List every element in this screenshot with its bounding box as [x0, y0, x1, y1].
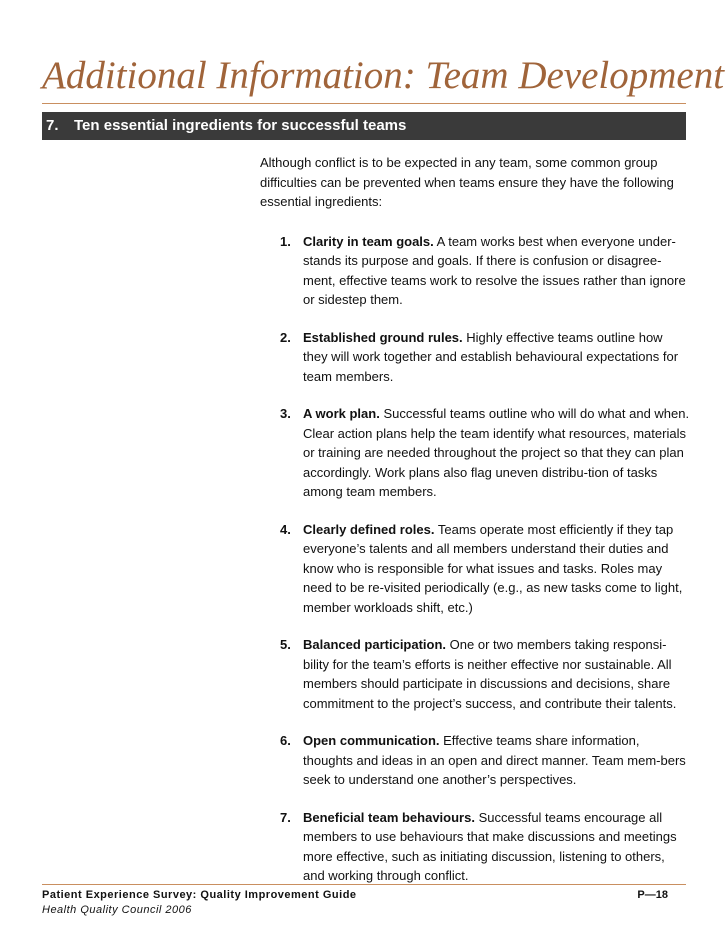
page-title: Additional Information: Team Development	[42, 54, 725, 97]
item-number: 7.	[280, 809, 291, 825]
item-heading: A work plan.	[303, 406, 380, 421]
ingredients-list	[260, 232, 690, 886]
item-text: One or two members taking responsi-bility for the team’s efforts is neither effective nor sustainable. All members should participate in discussions and decisions, share commitment to the project’s success, and contribute their talents.	[303, 637, 677, 711]
list-item	[260, 635, 690, 713]
item-heading: Balanced participation.	[303, 637, 447, 652]
page-number: P—18	[637, 889, 668, 901]
intro-paragraph: Although conflict is to be expected in any team, some common group difficulties can be prevented when teams ensure they have the following essential ingredients:	[260, 155, 674, 209]
item-text: Successful teams outline who will do what and when. Clear action plans help the team identify what resources, materials or training are needed throughout the project so that they can plan accordingly. Work plans also flag uneven distribu-tion of tasks among team members.	[303, 406, 690, 499]
item-text: Successful teams encourage all members to use behaviours that make discussions and meetings more effective, such as initiating discussion, listening to others, and working through conflict.	[303, 809, 677, 883]
item-number: 6.	[280, 733, 291, 748]
footer-publisher: Health Quality Council 2006	[42, 904, 192, 916]
item-heading: Beneficial team behaviours.	[303, 809, 475, 825]
list-item	[260, 404, 690, 502]
list-item	[260, 328, 690, 387]
item-heading: Established ground rules.	[303, 329, 463, 345]
item-text: Effective teams share information, thoughts and ideas in an open and direct manner. Team mem-bers seek to understand one another’s perspectives.	[303, 733, 686, 787]
list-item	[260, 232, 690, 310]
title-divider	[42, 103, 686, 104]
item-number: 3.	[280, 406, 291, 421]
item-text: A team works best when everyone under-stands its purpose and goals. If there is confusion or disagree-ment, effective teams work to resolve the issues rather than ignore or sidestep them.	[303, 233, 686, 307]
section-title: Ten essential ingredients for successful teams	[74, 117, 407, 134]
item-number: 4.	[280, 521, 291, 537]
list-item	[260, 520, 690, 618]
item-number: 2.	[280, 329, 291, 345]
footer-divider	[42, 884, 686, 885]
item-heading: Open communication.	[303, 733, 440, 748]
main-content	[260, 153, 690, 904]
list-item	[260, 731, 690, 790]
item-text: Highly effective teams outline how they will work together and establish behavioural expectations for team members.	[303, 329, 679, 384]
item-heading: Clarity in team goals.	[303, 233, 434, 249]
section-heading-bar	[42, 112, 686, 140]
item-heading: Clearly defined roles.	[303, 521, 435, 537]
section-number: 7.	[46, 117, 59, 134]
list-item	[260, 808, 690, 886]
item-number: 1.	[280, 233, 291, 249]
footer-guide-title: Patient Experience Survey: Quality Improvement Guide	[42, 889, 357, 901]
item-text: Teams operate most efficiently if they tap everyone’s talents and all members understand their duties and know who is responsible for what issues and tasks. Roles may need to be re-visited periodically (e.g., as new tasks come to light, member workloads shift, etc.)	[303, 521, 683, 615]
item-number: 5.	[280, 637, 291, 652]
